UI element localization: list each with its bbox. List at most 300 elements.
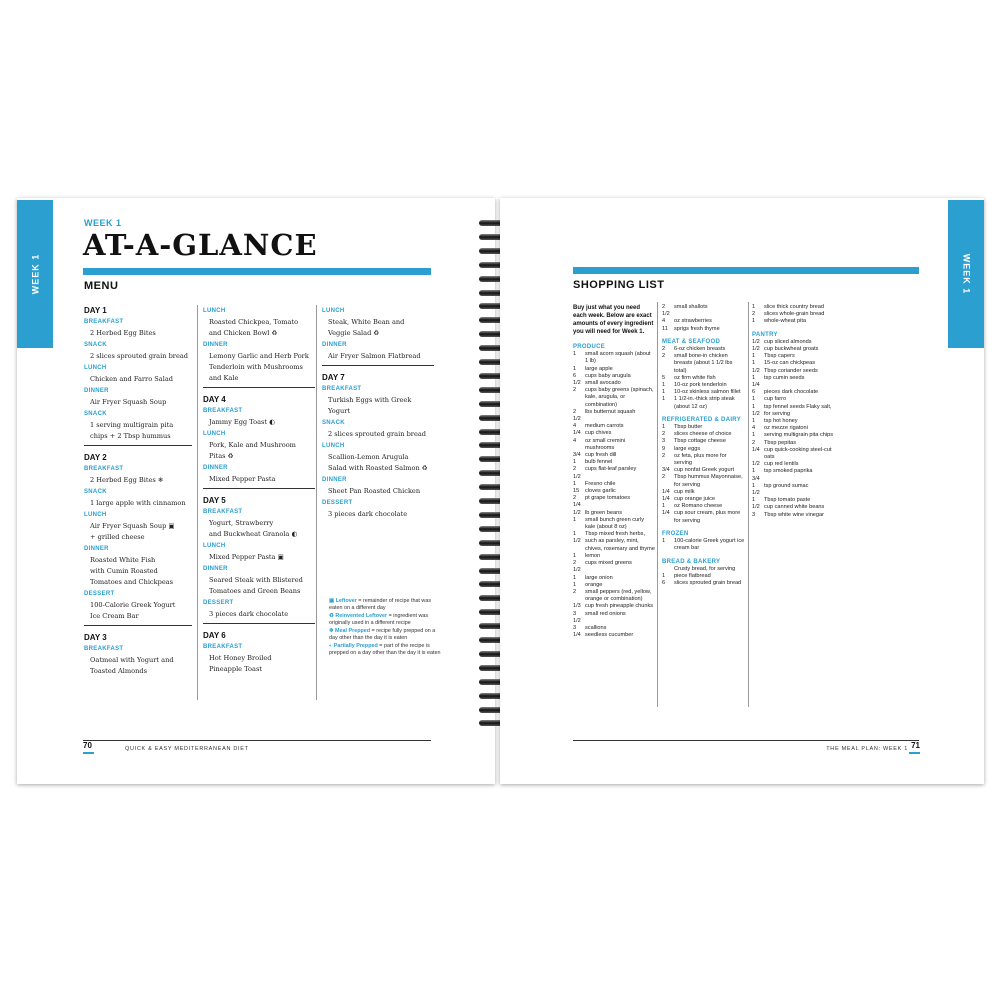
meal-item: Pork, Kale and Mushroom [209,441,296,449]
item-quantity: 1/2 [573,509,581,516]
item-name: cup orange juice [674,496,716,503]
list-item [662,353,746,375]
item-name: cup canned white beans [764,504,825,511]
item-quantity: 1/4 [662,510,670,517]
item-quantity: 1 [662,424,666,431]
list-item [573,466,655,480]
item-quantity: 1 [573,574,577,581]
item-name: piece flatbread [674,572,711,579]
meal-label: LUNCH [203,431,226,437]
meal-label: DINNER [203,342,228,348]
item-name: small shallots [674,304,708,310]
item-name: slices sprouted grain bread [674,580,742,587]
meal-label: DESSERT [203,600,234,606]
meal-item: and Buckwheat Granola ◐ [209,530,298,538]
list-item [662,580,746,587]
page-number: 70 [83,741,92,750]
list-item [662,453,746,467]
list-item [752,304,834,311]
item-name: small red onions [585,610,626,617]
list-item [573,430,655,437]
item-name: 100-calorie Greek yogurt ice cream bar [674,538,745,552]
meal-label: DINNER [322,342,347,348]
item-name: orange [585,581,603,588]
item-name: medium carrots [585,423,624,430]
item-name: cups flat-leaf parsley [585,466,637,473]
item-quantity: 1/4 [662,488,670,495]
meal-item: Turkish Eggs with Greek [328,396,412,404]
category-heading: FROZEN [662,530,689,537]
item-name: 15-oz can chickpeas [764,360,815,367]
list-item [573,380,655,387]
item-name: cups baby greens (spinach, kale, arugula, or combination) [585,387,654,408]
item-name: tsp fennel seeds Flaky salt, for serving [764,403,832,417]
list-item [662,375,746,382]
day-divider [203,387,315,388]
shopping-column [752,304,834,519]
item-quantity: 1 [573,351,577,358]
meal-label: BREAKFAST [84,466,124,472]
list-item [573,373,655,380]
day-divider [322,365,434,366]
item-name: slice thick country bread [764,304,825,310]
page-number-bar [909,752,920,754]
item-name: oz strawberries [674,318,712,325]
meal-label: BREAKFAST [322,386,362,392]
item-quantity: 1 [573,516,577,523]
meal-item: 2 slices sprouted grain bread [328,430,426,438]
meal-item: Toasted Almonds [90,667,147,675]
list-item [662,382,746,389]
legend-desc: = ingredient was originally used in a different recipe [329,613,429,626]
item-name: large onion [585,574,613,581]
list-item [662,474,746,488]
meal-item: 2 Herbed Egg Bites [90,329,156,337]
item-name: 1 1/2-in.-thick strip steak (about 12 oz) [674,396,735,410]
item-quantity: 5 [662,374,666,381]
item-quantity: 4 [573,423,577,430]
item-name: seedless cucumber [585,632,634,639]
shopping-column [573,304,655,639]
list-item [573,481,655,488]
list-item [662,446,746,453]
week-eyebrow: WEEK 1 [84,218,122,228]
meal-label: LUNCH [322,443,345,449]
category-heading: PRODUCE [573,344,606,350]
list-item [573,459,655,466]
item-name: small peppers (red, yellow, orange or combination) [585,588,652,603]
list-item [752,375,834,389]
item-quantity: 1/2 [573,380,581,387]
item-quantity: 3 1/2 [573,610,581,624]
footer-rule [83,740,431,741]
item-name: cup farro [764,396,787,403]
page-number: 71 [911,741,920,750]
item-name: lbs butternut squash [585,408,636,415]
list-item [662,396,746,410]
menu-column [322,305,434,520]
item-quantity: 1/2 [752,346,760,353]
list-item [573,387,655,409]
item-quantity: 1 [752,318,756,325]
item-name: Tbsp tomato paste [764,497,811,504]
item-quantity: 1 [662,572,666,579]
meal-label: BREAKFAST [203,509,243,515]
list-item [573,495,655,509]
item-quantity: 3 [752,511,756,518]
item-quantity: 2 [662,353,666,360]
week-tab-label: WEEK 1 [30,253,41,295]
list-item [573,575,655,582]
meal-label: SNACK [84,489,107,495]
running-head: QUICK & EASY MEDITERRANEAN DIET [125,746,249,752]
list-item [662,467,746,474]
item-quantity: 3 [662,438,666,445]
item-name: cup quick-cooking steel-cut oats [764,446,832,461]
meal-item: Chicken and Farro Salad [90,375,173,383]
day-divider [203,488,315,489]
category-heading: PANTRY [752,331,778,338]
item-quantity: 1/2 [752,367,760,374]
list-item [573,510,655,517]
list-item [573,589,655,603]
item-name: tsp hot honey [764,418,798,425]
legend-term: ❄ Meal Prepped [329,628,371,634]
legend [329,598,441,658]
item-quantity: 2 [752,439,756,446]
item-quantity: 1 1/2 [752,403,760,417]
legend-term: ◐ Partially Prepped [329,643,378,649]
item-quantity: 6 [752,389,756,396]
meal-item: 2 slices sprouted grain bread [90,352,188,360]
item-quantity: 3/4 [662,467,670,474]
item-quantity: 1/2 [752,504,760,511]
list-item [662,573,746,580]
week-tab-left [17,200,53,348]
list-item [573,423,655,430]
day-heading: DAY 7 [322,373,345,382]
item-quantity: 1 [573,459,577,466]
item-quantity: 3 [573,624,577,631]
legend-entry [329,628,441,642]
footer-rule [573,740,919,741]
item-quantity: 1 [573,552,577,559]
category-heading: MEAT & SEAFOOD [662,338,721,345]
item-name: whole-wheat pita [764,318,806,325]
item-quantity: 1 [752,353,756,360]
item-name: slices whole-grain bread [764,311,825,318]
meal-label: DINNER [203,566,228,572]
item-name: slices cheese of choice [674,431,732,438]
meal-item: Roasted White Fish [90,556,156,564]
legend-entry [329,613,441,627]
item-quantity: 1 [752,396,756,403]
list-item [573,517,655,531]
meal-item: 3 pieces dark chocolate [328,510,408,518]
list-item [752,311,834,318]
week-tab-label: WEEK 1 [961,253,972,295]
meal-item: 2 Herbed Egg Bites ❄ [90,476,164,484]
meal-label: DESSERT [84,591,115,597]
day-heading: DAY 3 [84,633,107,642]
meal-item: Yogurt, Strawberry [209,519,274,527]
item-name: cups baby arugula [585,372,631,379]
menu-column [84,305,192,677]
meal-label: LUNCH [84,365,107,371]
item-name: small avocado [585,380,621,387]
item-quantity: 4 [573,437,577,444]
item-name: cup fresh dill [585,452,617,459]
item-quantity: 2 [573,387,577,394]
item-quantity: 4 [752,425,756,432]
list-item [662,431,746,438]
meal-label: BREAKFAST [203,408,243,414]
list-item [752,360,834,367]
meal-label: DINNER [322,477,347,483]
item-quantity: 2 1/2 [573,466,581,480]
item-name: oz feta, plus more for serving [674,452,727,467]
item-quantity: 2 1/2 [573,408,581,423]
day-heading: DAY 6 [203,631,226,640]
column-divider [657,302,658,707]
column-divider [197,305,198,700]
list-item [752,440,834,447]
list-item [573,611,655,625]
item-quantity: 2 1/2 [573,560,581,574]
item-name: Fresno chile [585,480,616,487]
list-item [752,468,834,482]
item-quantity: 1 [752,360,756,367]
item-name: Tbsp butter [674,424,703,431]
item-name: small acorn squash (about 1 lb) [585,351,651,365]
item-name: cup red lentils [764,461,799,468]
list-item [662,424,746,431]
item-quantity: 2 [662,346,666,353]
item-name: small bone-in chicken breasts (about 1 1/2 lbs total) [674,353,733,374]
item-name: lemon [585,552,601,559]
item-quantity: 2 [662,474,666,481]
item-name: scallions [585,624,607,631]
category-heading: REFRIGERATED & DAIRY [662,416,742,423]
list-item [662,510,746,524]
meal-item: Scallion-Lemon Arugula [328,453,409,461]
list-item [752,368,834,375]
meal-item: Mixed Pepper Pasta [209,475,276,483]
item-name: tsp cumin seeds [764,374,805,381]
item-name: oz mezze rigatoni [764,425,808,432]
list-item [573,351,655,365]
item-name: Crusty bread, for serving [674,565,736,572]
item-name: oz firm white fish [674,374,716,381]
column-divider [748,302,749,707]
day-divider [84,445,192,446]
meal-item: Mixed Pepper Pasta ▣ [209,553,284,561]
list-item [662,346,746,353]
item-name: cups mixed greens [585,560,632,567]
day-heading: DAY 4 [203,395,226,404]
list-item [573,531,655,553]
meal-label: DINNER [84,388,109,394]
list-item [752,512,834,519]
list-item [752,461,834,468]
item-name: cup buckwheat groats [764,346,819,353]
list-item [662,566,746,573]
meal-label: DESSERT [322,500,353,506]
list-item [662,389,746,396]
item-name: Tbsp white wine vinegar [764,511,825,518]
list-item [662,438,746,445]
page-number-bar [83,752,94,754]
meal-item: Roasted Chickpea, Tomato [209,318,299,326]
list-item [662,326,746,333]
item-name: 10-oz pork tenderloin [674,382,727,389]
list-item [752,353,834,360]
legend-entry [329,643,441,657]
item-name: Tbsp hummus Mayonnaise, for serving [674,474,743,488]
item-quantity: 3/4 [573,452,581,459]
list-item [752,425,834,432]
meal-label: BREAKFAST [84,646,124,652]
meal-label: SNACK [322,420,345,426]
list-item [573,632,655,639]
item-quantity: 1 3/4 [752,468,760,482]
meal-item: Jammy Egg Toast ◐ [209,418,275,426]
meal-item: Ice Cream Bar [90,612,139,620]
shopping-intro: Buy just what you need each week. Below are exact amounts of every ingredient you will need for Week 1. [573,305,654,335]
meal-label: LUNCH [84,512,107,518]
item-quantity: 2 1/2 [662,304,670,318]
running-head: THE MEAL PLAN: WEEK 1 [826,746,908,752]
title-bar [83,268,431,275]
meal-item: Hot Honey Broiled [209,654,272,662]
item-quantity: 1 [662,396,666,403]
list-item [573,409,655,423]
day-heading: DAY 5 [203,496,226,505]
item-quantity: 1 [662,538,666,545]
item-quantity: 1 [752,432,756,439]
item-quantity: 6 [573,372,577,379]
meal-item: + grilled cheese [90,533,145,541]
meal-item: Pitas ♻ [209,452,234,460]
legend-desc: = part of the recipe is prepped on a day other than the day it is eaten [329,643,441,656]
menu-column [203,305,315,675]
list-item [752,339,834,346]
item-quantity: 1/4 [662,496,670,503]
meal-item: Steak, White Bean and [328,318,405,326]
item-quantity: 1 [752,304,756,310]
item-quantity: 2 1/4 [573,495,581,509]
meal-item: with Cumin Roasted [90,567,158,575]
list-item [752,447,834,461]
meal-label: BREAKFAST [84,319,124,325]
meal-item: Air Fryer Squash Soup [90,398,167,406]
item-quantity: 4 [662,318,666,325]
list-item [662,496,746,503]
item-name: cup fresh pineapple chunks [585,603,654,610]
meal-item: 1 large apple with cinnamon [90,499,186,507]
item-quantity: 1 [752,497,756,504]
meal-label: LUNCH [322,308,345,314]
meal-item: Tenderloin with Mushrooms [209,363,303,371]
day-heading: DAY 1 [84,306,107,315]
meal-item: Yogurt [328,407,351,415]
meal-item: Seared Steak with Blistered [209,576,303,584]
item-quantity: 1 [662,382,666,389]
legend-entry [329,598,441,612]
legend-term: ▣ Leftover [329,598,357,604]
day-heading: DAY 2 [84,453,107,462]
meal-item: Air Fryer Squash Soup ▣ [90,522,175,530]
list-item [573,625,655,632]
list-item [573,488,655,495]
meal-item: 1 serving multigrain pita chips + 2 Tbsp hummus [90,421,174,440]
list-item [752,483,834,497]
meal-item: Lemony Garlic and Herb Pork [209,352,309,360]
item-quantity: 1/4 [573,430,581,437]
shopping-list-heading: SHOPPING LIST [573,279,665,291]
item-quantity: 1/3 [573,603,581,610]
item-quantity: 1 [662,503,666,510]
list-item [573,366,655,373]
list-item [573,438,655,452]
list-item [752,418,834,425]
item-name: tsp smoked paprika [764,468,813,475]
menu-heading: MENU [84,280,119,292]
meal-item: and Kale [209,374,239,382]
list-item [573,582,655,589]
legend-desc: = remainder of recipe that was eaten on a different day [329,598,432,611]
meal-label: SNACK [84,342,107,348]
item-quantity: 1/4 [752,446,760,453]
item-quantity: 15 [573,488,580,495]
item-name: Tbsp coriander seeds [764,367,818,374]
item-quantity: 1 1/2 [752,482,760,497]
item-quantity: 1 [752,418,756,425]
item-name: serving multigrain pita chips [764,432,834,439]
category-heading: BREAD & BAKERY [662,558,721,565]
item-name: oz small cremini mushrooms [585,437,626,451]
item-quantity: 11 [662,325,668,332]
column-divider [316,305,317,700]
shopping-column [662,304,746,587]
right-page [500,198,984,784]
list-item [752,432,834,439]
item-name: large apple [585,365,613,372]
item-name: lb green beans [585,509,623,516]
item-name: 10-oz skinless salmon fillet [674,389,741,396]
legend-desc: = recipe fully prepped on a day other than the day it is eaten [329,628,436,641]
list-item [752,396,834,403]
item-name: oz Romano cheese [674,503,723,510]
item-quantity: 1 [573,581,577,588]
item-quantity: 2 [662,431,666,438]
item-name: Tbsp cottage cheese [674,438,726,445]
item-name: bulb fennel [585,459,613,466]
list-item [752,404,834,418]
item-name: Tbsp mixed fresh herbs, such as parsley, mint, chives, rosemary and thyme [585,531,655,552]
item-quantity: 1 1/2 [573,531,581,545]
item-quantity: 1 [573,365,577,372]
list-item [662,489,746,496]
item-name: cup sliced almonds [764,338,812,345]
item-name: large eggs [674,445,701,452]
item-quantity: 2 [662,452,666,459]
list-item [752,318,834,325]
list-item [662,503,746,510]
week-tab-right [948,200,984,348]
list-item [752,346,834,353]
item-name: cup sour cream, plus more for serving [674,510,741,524]
